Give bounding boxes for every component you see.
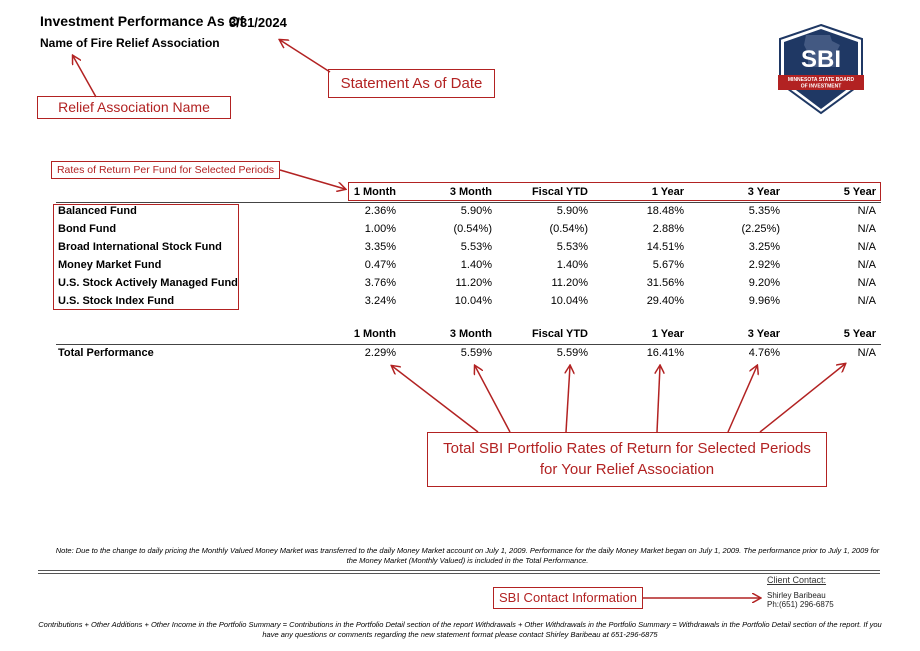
cell-value: 3.25% [748,241,780,253]
cell-value: 9.96% [748,295,780,307]
cell-value: 0.47% [364,259,396,271]
col-header: 5 Year [843,186,876,198]
logo-line1: MINNESOTA STATE BOARD [787,77,855,83]
cell-value: 1.40% [556,259,588,271]
col-header: 3 Month [449,186,492,198]
page-title: Investment Performance As Of [40,13,245,29]
cell-value: 2.36% [364,205,396,217]
cell-value: N/A [857,205,876,217]
association-name: Name of Fire Relief Association [40,36,220,50]
cell-value: 2.29% [364,347,396,359]
footer-text: Contributions + Other Additions + Other Income in the Portfolio Summary = Contributions in the Portfolio Detail section of the report Withdrawals + Other Withdrawals in the Portfolio Summary = Withdrawals in the Portfolio Detail section of the report. If you have any questions or comments regarding the new statement format please contact Shirley Baribeau at 651-296-6875 [38,620,882,639]
cell-value: N/A [857,241,876,253]
note-text: Note: Due to the change to daily pricing the Monthly Valued Money Market was transferred to the daily Money Market account on July 1, 2009. Performance for the daily Money Market began on July 1, 2009. The performance prior to July 1, 2009 for the Money Market (Monthly Valued) is included in the Total Performance. [55,546,880,565]
logo-line2: OF INVESTMENT [800,83,842,90]
arrow-relief-name [73,56,96,97]
cell-value: 5.53% [460,241,492,253]
fund-name: Money Market Fund [58,259,162,271]
cell-value: 18.48% [646,205,684,217]
col-header: 3 Month [449,328,492,340]
fund-name: U.S. Stock Actively Managed Fund [58,277,238,289]
callout-rates-per-fund: Rates of Return Per Fund for Selected Periods [51,161,280,179]
cell-value: 5.35% [748,205,780,217]
arrow-total-5year [760,364,845,432]
contact-name: Shirley Baribeau [767,591,826,600]
fund-name: Broad International Stock Fund [58,241,222,253]
statement-date: 3/31/2024 [229,15,287,30]
col-header: 1 Year [651,186,684,198]
cell-value: 1.40% [460,259,492,271]
footer-rule-top [38,570,880,571]
callout-statement-date: Statement As of Date [328,69,495,98]
contact-phone: Ph:(651) 296-6875 [767,600,834,609]
cell-value: 10.04% [454,295,492,307]
col-header: 3 Year [747,186,780,198]
arrow-total-1year [657,366,660,432]
cell-value: 11.20% [551,277,588,289]
cell-value: 9.20% [748,277,780,289]
col-header: 5 Year [843,328,876,340]
callout-relief-name: Relief Association Name [37,96,231,119]
col-header: 1 Month [353,328,396,340]
callout-contact-info: SBI Contact Information [493,587,643,609]
cell-value: 3.24% [364,295,396,307]
cell-value: 14.51% [646,241,684,253]
cell-value: 31.56% [646,277,684,289]
callout-total-line2: for Your Relief Association [539,461,715,478]
cell-value: 2.88% [652,223,684,235]
cell-value: N/A [857,347,876,359]
footer-rule-bottom [38,573,880,574]
cell-value: N/A [857,295,876,307]
cell-value: 10.04% [550,295,588,307]
arrow-total-fiscal [566,366,570,432]
fund-name: Bond Fund [58,223,117,235]
col-header: Fiscal YTD [531,186,588,198]
cell-value: 16.41% [646,347,684,359]
cell-value: 3.35% [364,241,396,253]
arrow-total-3year [728,366,757,432]
col-header: 3 Year [747,328,780,340]
fund-name: Balanced Fund [58,205,137,217]
cell-value: 2.92% [748,259,780,271]
cell-value: (2.25%) [741,223,780,235]
cell-value: 5.59% [556,347,588,359]
cell-value: N/A [857,259,876,271]
arrow-total-1month [392,366,478,432]
cell-value: 5.90% [460,205,492,217]
client-contact-label: Client Contact: [767,575,827,585]
fund-name: U.S. Stock Index Fund [58,295,175,307]
arrow-rates-per-fund [280,170,345,189]
col-header: 1 Month [353,186,396,198]
cell-value: 11.20% [455,277,492,289]
cell-value: (0.54%) [549,223,588,235]
cell-value: 5.53% [556,241,588,253]
cell-value: 29.40% [646,295,684,307]
cell-value: 1.00% [364,223,396,235]
arrow-statement-date [280,40,330,72]
cell-value: (0.54%) [453,223,492,235]
cell-value: 3.76% [364,277,396,289]
arrow-total-3month [475,366,510,432]
col-header: 1 Year [651,328,684,340]
cell-value: N/A [857,223,876,235]
col-header: Fiscal YTD [531,328,588,340]
cell-value: N/A [857,277,876,289]
cell-value: 4.76% [748,347,780,359]
total-label: Total Performance [58,347,154,359]
cell-value: 5.67% [652,259,684,271]
logo-abbr: SBI [800,46,842,73]
callout-total-line1: Total SBI Portfolio Rates of Return for Selected Periods [443,440,811,457]
cell-value: 5.59% [460,347,492,359]
cell-value: 5.90% [556,205,588,217]
